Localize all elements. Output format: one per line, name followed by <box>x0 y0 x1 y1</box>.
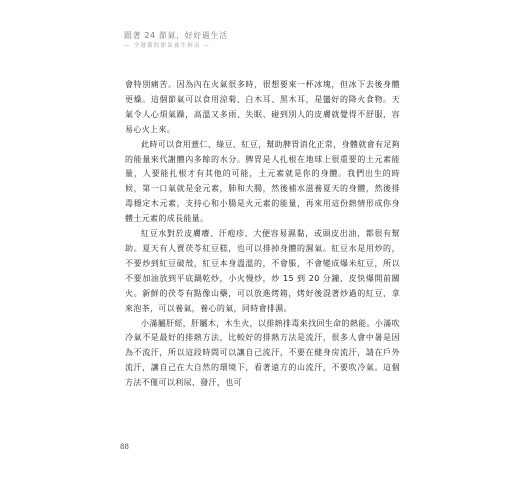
paragraph: 此時可以食用薏仁、綠豆、紅豆，幫助脾胃消化正常，身體就會有足夠的能量來代謝體內多餘的水分。脾胃是人扎根在地球上很重要的土元素能量，人要能扎根才有其他的可能，土元素就是你的身體。我們出生的時候，第一口氣就是金元素，肺和大腸，然後補水滋養夏天的身體，然後排毒穩定木元素，支持心和小腸是火元素的能量，再來用這份熱情形成你身體土元素的成長能量。 <box>125 139 400 224</box>
paragraph-continued: 會特別痛苦。因為內在火氣很多時，很想要來一杯冰塊，但冰下去後身體更燥。這個節氣可以食用涼菊、白木耳、黑木耳，是蠻好的降火食物。天氣令人心煩氣躁，高溫又多雨、失眠、碰到別人的皮膚就覺得不舒服，容易心火上來。 <box>125 80 400 134</box>
running-header <box>124 32 228 50</box>
header-title: 跟著 24 節氣，好好過生活 <box>124 31 228 40</box>
header-subtitle: — 全遵循的節氣養生指南 — <box>124 43 211 49</box>
paragraph: 小滿屬肝經，肝屬木，木生火，以排熱排毒來找回生命的熱能。小滿吹冷氣不是最好的排熱方法，比較好的排熱方法是流汗，很多人會中暑是因為不流汗，所以這段時間可以讓自己流汗，不要在健身房流汗，請在戶外流汗，讓自己在大自然的環境下，看著遠方的山流汗，不要吹冷氣。這個方法不僅可以利尿、發汗，也可 <box>125 318 400 388</box>
body-text <box>125 78 400 391</box>
paragraph: 紅豆水對於皮膚癢、汗疱疹、大便容易濕黏，或頭皮出油，都很有幫助。夏天有人賣茯苓紅豆糕，也可以排掉身體的濕氣。紅豆水是用炒的，不要炒到紅豆破殼，紅豆本身溫溫的，不會脹，不會變成爆米紅豆，所以不要加油放到平底鍋乾炒，小火慢炒，炒 15 到 20 分鐘，皮快爆開前關火。新鮮的茯苓有點像山藥，可以放進烤箱，烤好後混著炒過的紅豆，拿來泡茶，可以養氣，養心的氣，同時會排濕。 <box>125 229 400 313</box>
page-number: 88 <box>120 443 129 451</box>
